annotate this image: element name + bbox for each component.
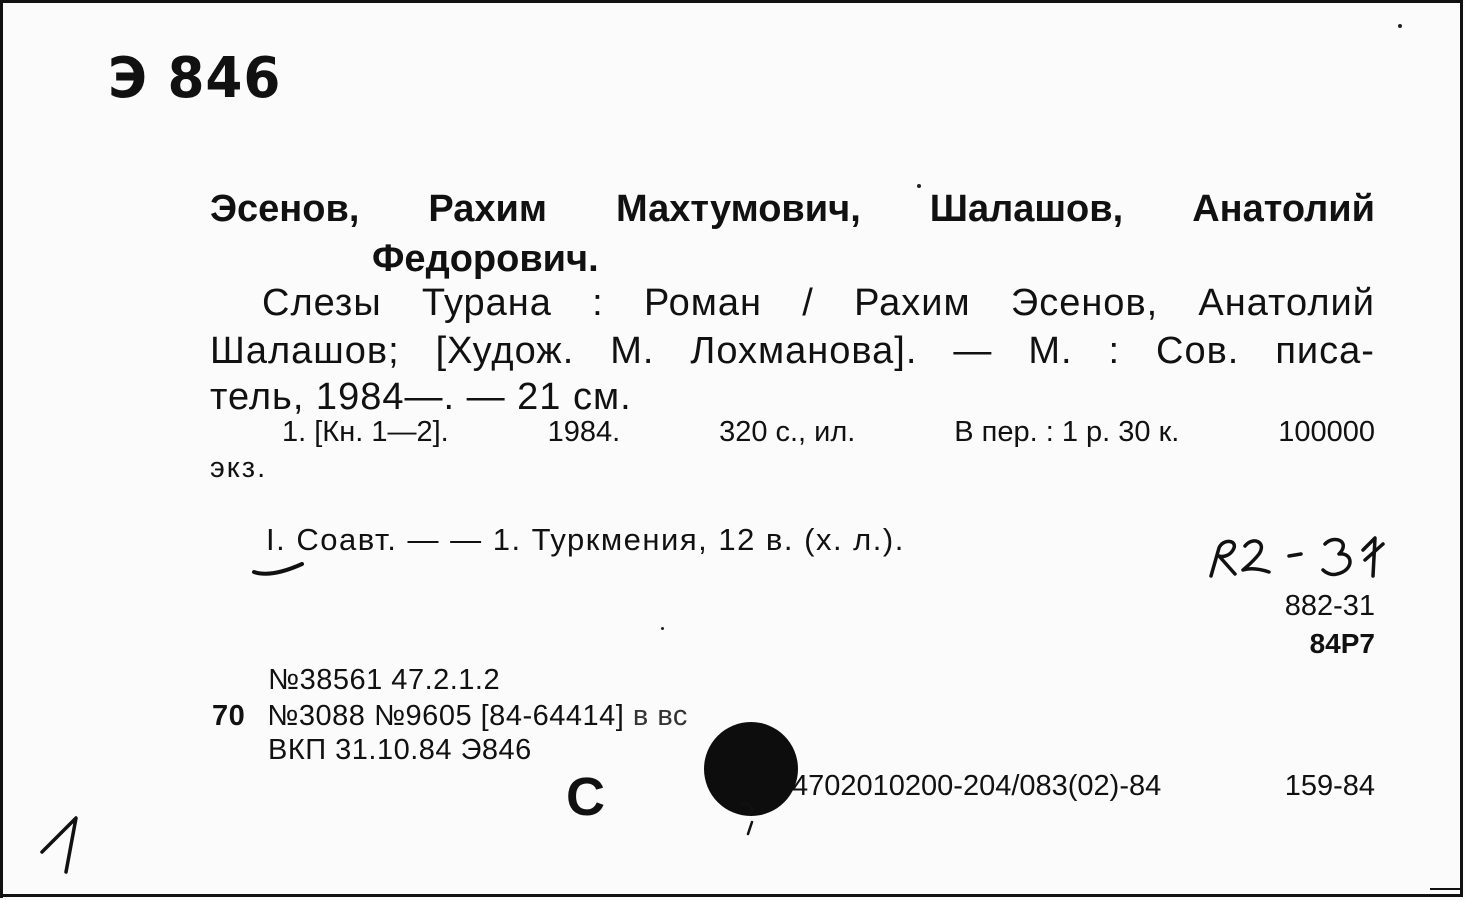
isbn-line <box>792 770 1375 803</box>
handwritten-note <box>1205 530 1405 586</box>
imprint-word: — <box>953 330 993 372</box>
title-word: Турана <box>421 282 552 324</box>
heading-word: Шалашов, <box>929 188 1124 230</box>
isbn-code: 4702010200-204/083(02)-84 <box>792 770 1162 802</box>
volume-part: 320 с., ил. <box>719 416 856 448</box>
volume-part: 1984. <box>547 416 621 448</box>
classification-code: 84Р7 <box>1309 628 1375 659</box>
handwritten-card-number <box>36 812 96 876</box>
imprint-word: Лохманова]. <box>690 330 918 372</box>
ink-mark <box>738 800 762 840</box>
title-line <box>210 282 1375 325</box>
volume-part: 100000 <box>1278 416 1375 448</box>
title-word: Эсенов, <box>1010 282 1159 324</box>
speck <box>661 627 664 630</box>
volume-part: 1. [Кн. 1—2]. <box>282 416 449 448</box>
heading-word: Эсенов, <box>210 188 360 230</box>
title-word: : <box>592 282 604 324</box>
imprint-word: писа- <box>1275 330 1375 372</box>
title-word: / <box>802 282 814 324</box>
heading-word: Рахим <box>428 188 547 230</box>
imprint-word: М. <box>610 330 655 372</box>
volume-line-end: экз. <box>210 452 268 484</box>
card-border-top <box>0 0 1460 3</box>
heading-word: Махтумович, <box>616 188 861 230</box>
volume-line <box>210 416 1375 449</box>
card-border-bottom-edge <box>1430 888 1463 890</box>
imprint-word: [Худож. <box>435 330 575 372</box>
author-heading <box>210 188 1375 231</box>
author-heading-continuation: Федорович. <box>372 238 599 280</box>
speck <box>1398 24 1402 28</box>
registration-line: ВКП 31.10.84 Э846 <box>268 734 532 766</box>
classification-number: 882-31 <box>1284 590 1375 622</box>
imprint-word: М. <box>1028 330 1073 372</box>
registration-line <box>212 700 688 733</box>
imprint-word: Сов. <box>1156 330 1240 372</box>
title-word: Роман <box>643 282 763 324</box>
handwritten-underline <box>252 556 312 580</box>
title-word: Анатолий <box>1198 282 1375 324</box>
registration-line: №38561 47.2.1.2 <box>268 664 501 696</box>
shelf-mark: Э 846 <box>108 46 282 111</box>
imprint-word: : <box>1108 330 1121 372</box>
title-word: Рахим <box>854 282 971 324</box>
registration-prefix: 70 <box>212 700 246 732</box>
card-border-bottom <box>0 894 1463 897</box>
imprint-word: Шалашов; <box>210 330 400 372</box>
registration-note: в вс <box>632 700 688 732</box>
volume-part: В пер. : 1 р. 30 к. <box>954 416 1180 448</box>
heading-word: Анатолий <box>1192 188 1375 230</box>
imprint-line <box>210 330 1375 373</box>
registration-numbers: №3088 №9605 [84-64414] <box>267 700 625 732</box>
card-border-left <box>0 0 3 898</box>
imprint-line-end: тель, 1984—. — 21 см. <box>210 376 632 418</box>
tracing-line: I. Соавт. — — 1. Туркмения, 12 в. (х. л.). <box>266 522 905 557</box>
card-index: 159-84 <box>1284 770 1375 802</box>
stamp-letter: С <box>566 767 605 827</box>
card-border-right <box>1460 0 1463 896</box>
title-word: Слезы <box>262 282 382 324</box>
